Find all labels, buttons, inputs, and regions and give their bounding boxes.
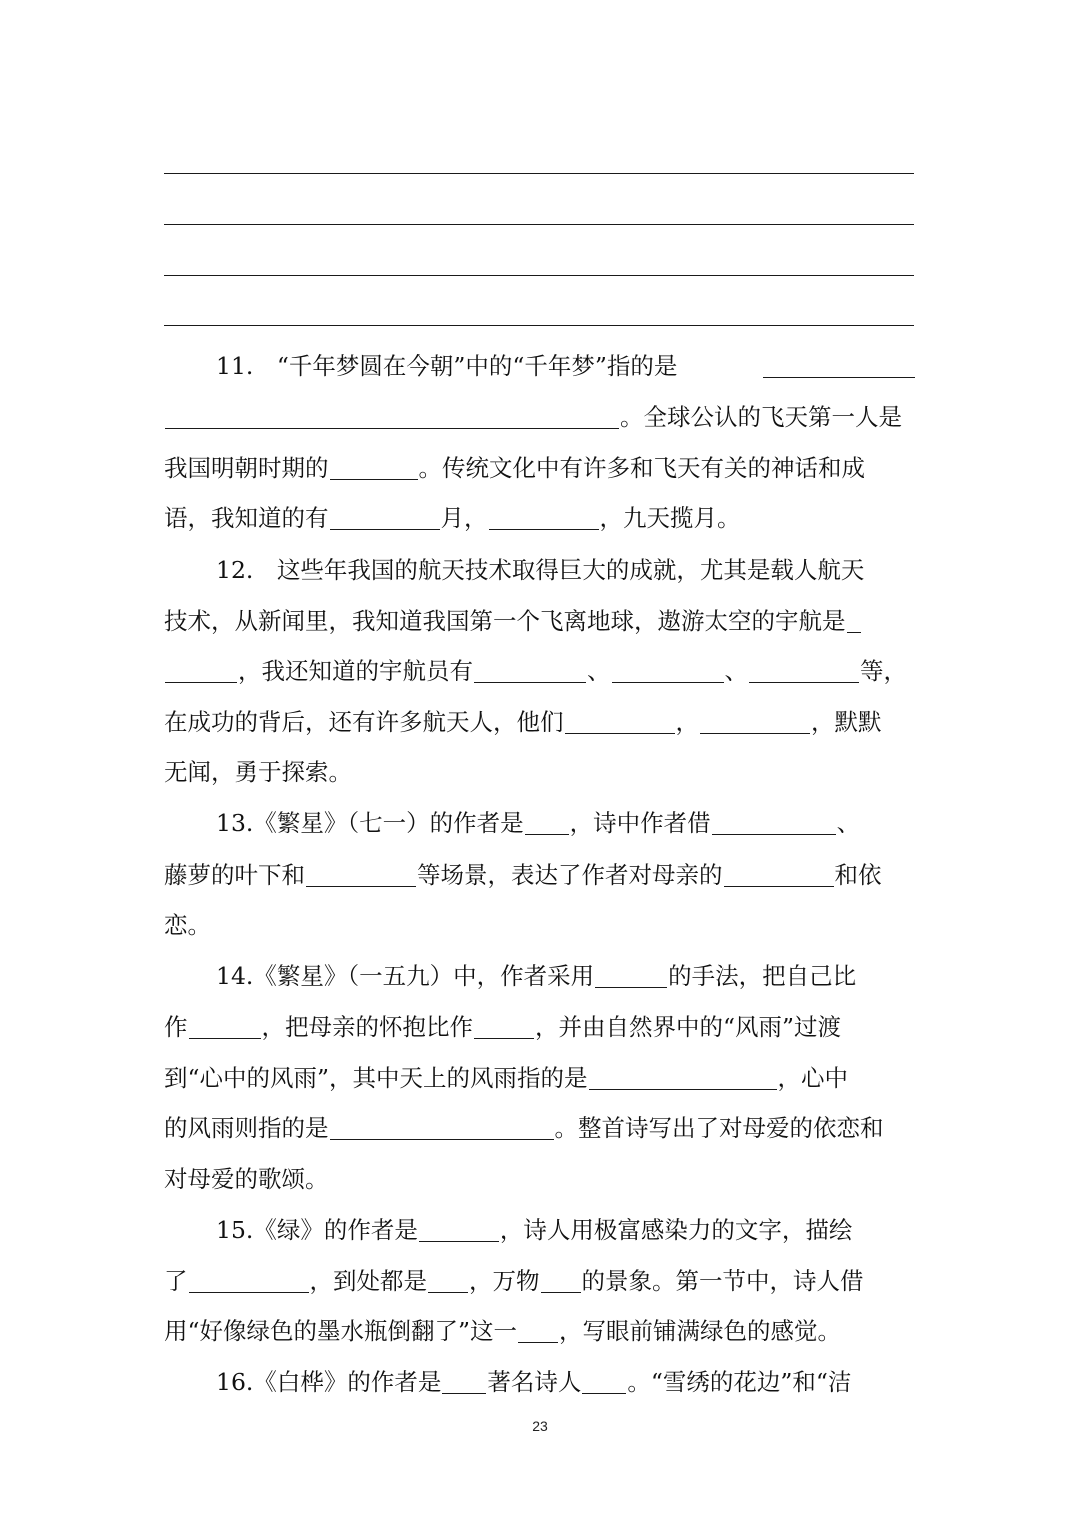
question-13-text: 13.《繁星》（七一）的作者是 — [216, 809, 524, 837]
question-11-line-1 — [164, 350, 916, 382]
question-15-line-1 — [164, 1214, 916, 1246]
question-14-text: ，并由自然界中的“风雨”过渡 — [535, 1013, 842, 1041]
question-14-line-4 — [164, 1112, 916, 1144]
question-16-text: 著名诗人 — [487, 1368, 582, 1396]
question-13-text: 等场景，表达了作者对母亲的 — [417, 861, 723, 889]
answer-blank[interactable] — [700, 711, 810, 734]
question-12-text: 、 — [724, 657, 748, 685]
question-12-text: ， — [675, 708, 699, 736]
question-12-text: 无闻，勇于探索。 — [164, 758, 352, 786]
question-14-text: 的风雨则指的是 — [164, 1114, 329, 1142]
question-13-line-1 — [164, 807, 916, 839]
question-14-text: 到“心中的风雨”，其中天上的风雨指的是 — [164, 1064, 588, 1092]
question-12-text: 技术，从新闻里，我知道我国第一个飞离地球，遨游太空的宇航是 — [164, 607, 846, 635]
answer-blank[interactable] — [474, 1016, 534, 1039]
question-16-text: 16.《白桦》的作者是 — [216, 1368, 442, 1396]
question-12-text: ，我还知道的宇航员有 — [238, 657, 473, 685]
question-15-text: 15.《绿》的作者是 — [216, 1216, 418, 1244]
answer-blank[interactable] — [165, 660, 237, 683]
question-15-text: 用“好像绿色的墨水瓶倒翻了”这一 — [164, 1317, 518, 1345]
question-15-text: ，写眼前铺满绿色的感觉。 — [559, 1317, 842, 1345]
question-11-text: 我国明朝时期的 — [164, 454, 329, 482]
page-number: 23 — [532, 1418, 548, 1434]
question-13-line-2 — [164, 859, 916, 891]
question-16-text: 。“雪绣的花边”和“洁 — [627, 1368, 852, 1396]
answer-blank[interactable] — [489, 507, 599, 530]
question-13-text: ，诗中作者借 — [569, 809, 711, 837]
question-11-text: 。传统文化中有许多和飞天有关的神话和成 — [418, 454, 865, 482]
question-14-text: 14.《繁星》（一五九）中，作者采用 — [216, 962, 595, 990]
answer-blank[interactable] — [306, 864, 416, 887]
question-12-text: 等， — [860, 657, 907, 685]
answer-blank[interactable] — [712, 812, 836, 835]
answer-blank[interactable] — [612, 660, 724, 683]
question-12-text: 、 — [587, 657, 611, 685]
question-14-text: 对母爱的歌颂。 — [164, 1165, 329, 1193]
question-15-text: ，万物 — [469, 1267, 540, 1295]
question-12-line-3 — [164, 655, 916, 687]
question-11-text: 。全球公认的飞天第一人是 — [620, 403, 902, 431]
answer-blank[interactable] — [724, 864, 834, 887]
question-13-text: 、 — [836, 809, 861, 837]
question-12-line-5 — [164, 756, 916, 788]
question-15-line-3 — [164, 1315, 916, 1347]
question-13-text: 和依 — [834, 861, 882, 889]
question-14-text: ，心中 — [777, 1064, 849, 1092]
question-14-line-5 — [164, 1163, 916, 1195]
question-13-text: 恋。 — [164, 911, 211, 939]
answer-blank[interactable] — [847, 610, 861, 633]
answer-blank[interactable] — [330, 1117, 554, 1140]
answer-blank[interactable] — [565, 711, 675, 734]
question-12-line-4 — [164, 706, 916, 738]
question-15-text: 的景象。第一节中，诗人借 — [581, 1267, 864, 1295]
question-11-text: 月， — [440, 504, 488, 532]
question-11-line-4 — [164, 502, 916, 534]
answer-blank[interactable] — [474, 660, 586, 683]
answer-blank[interactable] — [189, 1270, 309, 1293]
question-15-text: ，到处都是 — [309, 1267, 427, 1295]
answer-blank[interactable] — [419, 1219, 499, 1242]
question-11-line-3 — [164, 452, 916, 484]
question-11-text: 11. “千年梦圆在今朝”中的“千年梦”指的是 — [216, 352, 678, 380]
answer-blank[interactable] — [189, 1016, 261, 1039]
question-12-line-2 — [164, 605, 916, 637]
question-16-line-1 — [164, 1366, 916, 1398]
answer-blank[interactable] — [763, 355, 915, 378]
question-14-line-1 — [164, 960, 916, 992]
answer-line-1[interactable] — [164, 173, 914, 174]
answer-blank[interactable] — [595, 965, 667, 988]
question-12-line-1 — [164, 554, 916, 586]
answer-blank[interactable] — [525, 812, 569, 835]
question-14-text: 作 — [164, 1013, 188, 1041]
question-11-text: 语，我知道的有 — [164, 504, 329, 532]
question-13-text: 藤萝的叶下和 — [164, 861, 305, 889]
answer-blank[interactable] — [330, 457, 418, 480]
question-15-line-2 — [164, 1265, 916, 1297]
question-11-text: ，九天揽月。 — [599, 504, 741, 532]
answer-blank[interactable] — [428, 1270, 468, 1293]
answer-blank[interactable] — [442, 1371, 486, 1394]
question-15-text: 了 — [164, 1267, 188, 1295]
answer-line-4[interactable] — [164, 325, 914, 326]
question-14-line-2 — [164, 1011, 916, 1043]
question-14-text: 的手法，把自己比 — [668, 962, 857, 990]
question-15-text: ，诗人用极富感染力的文字，描绘 — [499, 1216, 853, 1244]
answer-line-2[interactable] — [164, 224, 914, 225]
answer-blank[interactable] — [589, 1067, 777, 1090]
question-12-text: 在成功的背后，还有许多航天人，他们 — [164, 708, 564, 736]
answer-blank[interactable] — [518, 1320, 558, 1343]
answer-blank[interactable] — [749, 660, 859, 683]
question-11-line-2 — [164, 401, 916, 433]
answer-blank[interactable] — [330, 507, 440, 530]
question-12-text: ，默默 — [811, 708, 882, 736]
question-14-text: 。整首诗写出了对母爱的依恋和 — [554, 1114, 884, 1142]
question-14-line-3 — [164, 1062, 916, 1094]
question-12-text: 12. 这些年我国的航天技术取得巨大的成就，尤其是载人航天 — [216, 556, 865, 584]
answer-blank[interactable] — [541, 1270, 581, 1293]
answer-blank[interactable] — [165, 406, 619, 429]
question-13-line-3 — [164, 909, 916, 941]
answer-blank[interactable] — [582, 1371, 626, 1394]
answer-line-3[interactable] — [164, 275, 914, 276]
question-14-text: ，把母亲的怀抱比作 — [261, 1013, 473, 1041]
